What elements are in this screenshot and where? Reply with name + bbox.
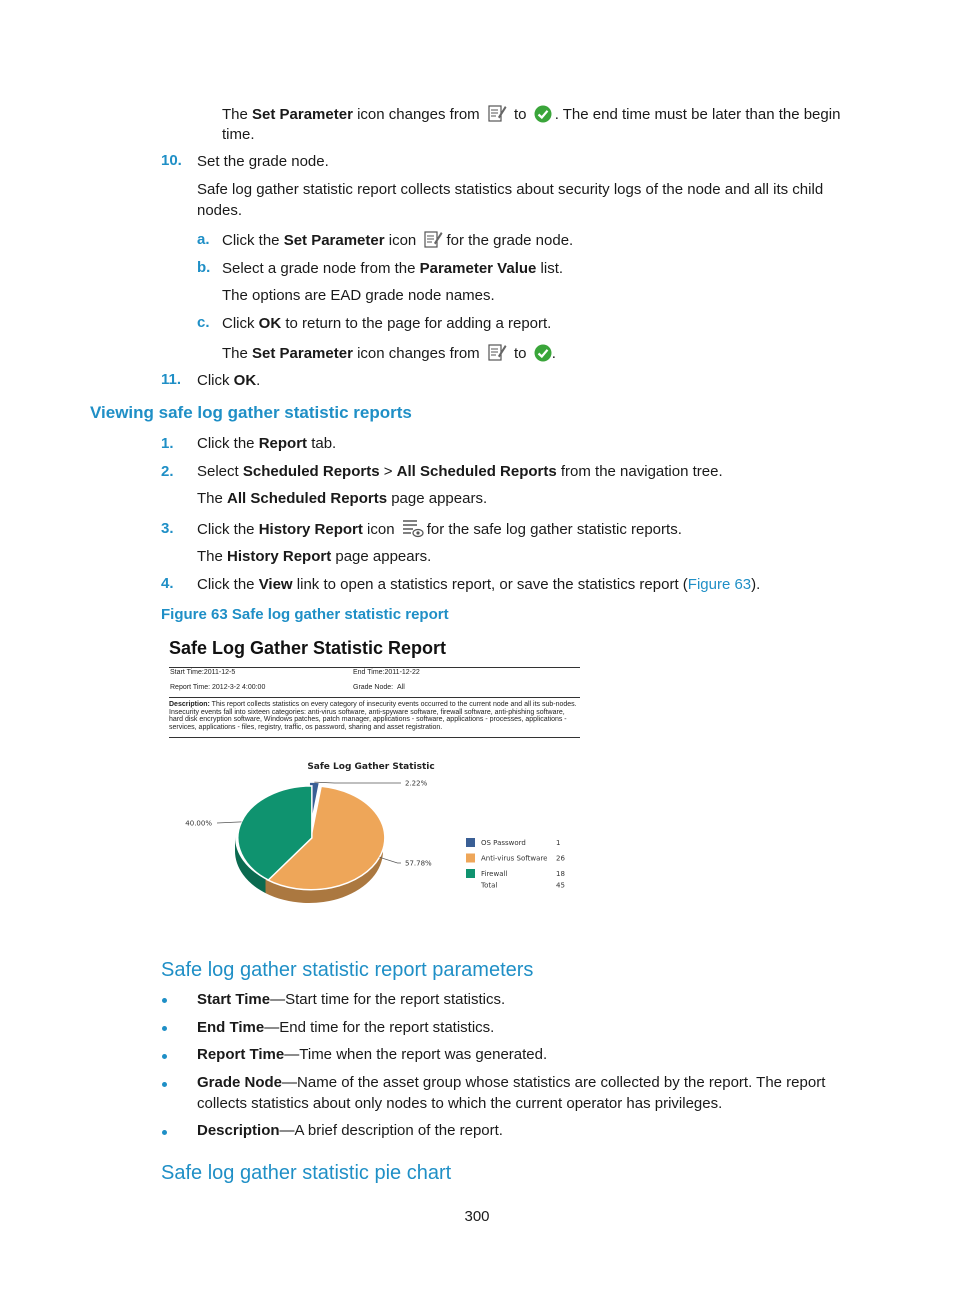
report-time: Report Time: 2012-3-2 4:00:00 — [170, 684, 266, 691]
bullet — [162, 1026, 167, 1031]
section-heading: Viewing safe log gather statistic reports — [90, 403, 412, 422]
substep-b: Select a grade node from the Parameter Value list. — [222, 260, 564, 277]
step-number: 3. — [161, 520, 174, 537]
legend-label: Anti-virus Software — [481, 854, 548, 863]
step-note: The History Report page appears. — [197, 548, 432, 565]
step-number: 10. — [161, 152, 182, 169]
end-time: End Time:2011-12-22 — [353, 669, 420, 676]
legend-label: Firewall — [481, 870, 508, 878]
slice-percent-label: 57.78% — [405, 859, 432, 868]
param-item-cont: collects statistics about only nodes to which the current operator has privileges. — [197, 1095, 723, 1112]
check-icon — [534, 344, 552, 368]
bullet — [162, 1054, 167, 1059]
param-item: Description—A brief description of the report. — [197, 1122, 503, 1139]
leader-line — [314, 782, 401, 783]
step-description: Safe log gather statistic report collects statistics about security logs of the node and all its child — [197, 181, 824, 198]
chart-title: Safe Log Gather Statistic — [307, 762, 435, 772]
leader-line — [379, 857, 401, 863]
divider — [169, 667, 580, 668]
step-text: Click OK. — [197, 372, 261, 389]
step-text: Select Scheduled Reports > All Scheduled Reports from the navigation tree. — [197, 463, 723, 480]
slice-percent-label: 2.22% — [405, 779, 428, 788]
step-text: Click the History Report icon for the safe log gather statistic reports. — [197, 518, 682, 544]
set-parameter-icon — [423, 229, 443, 255]
figure-caption: Figure 63 Safe log gather statistic report — [161, 606, 449, 623]
divider — [169, 737, 580, 738]
step-text: Set the grade node. — [197, 153, 329, 170]
legend-swatch — [466, 869, 475, 878]
step-number: 4. — [161, 575, 174, 592]
start-time: Start Time:2011-12-5 — [170, 669, 236, 676]
param-item: Grade Node—Name of the asset group whose statistics are collected by the report. The report — [197, 1074, 826, 1091]
divider — [169, 697, 580, 698]
param-item: Start Time—Start time for the report statistics. — [197, 991, 506, 1008]
report-description: Description: This report collects statistics on every category of insecurity events occurred to the current node and all its sub-nodes. Insecurity events fall into sixteen categories: anti-virus software, anti-spyware software, firewall software, anti-phishing software, hard disk encryption software, Windows patches, patch manager, applications - software, applications - processes, applications - services, applications - files, registry, traffic, os password, sharing and asset registration. — [169, 701, 577, 731]
legend-swatch — [466, 838, 475, 847]
step-text: Click the Report tab. — [197, 435, 337, 452]
set-parameter-icon — [487, 342, 507, 368]
substep-letter: c. — [197, 314, 210, 331]
bullet — [162, 1130, 167, 1135]
params-heading: Safe log gather statistic report parameters — [161, 959, 534, 981]
step-text: Click the View link to open a statistics report, or save the statistics report (Figure 63). — [197, 576, 761, 593]
legend-value: 18 — [556, 870, 565, 878]
leader-line — [217, 822, 241, 823]
param-item: Report Time—Time when the report was generated. — [197, 1046, 548, 1063]
legend-value: 26 — [556, 854, 565, 863]
step-number: 1. — [161, 435, 174, 452]
pie-heading: Safe log gather statistic pie chart — [161, 1162, 452, 1184]
history-report-icon — [402, 518, 424, 544]
step-description-cont: nodes. — [197, 202, 243, 219]
param-item: End Time—End time for the report statistics. — [197, 1019, 495, 1036]
set-parameter-icon — [487, 103, 507, 129]
substep-a: Click the Set Parameter icon for the grade node. — [222, 229, 573, 255]
page-number: 300 — [464, 1208, 490, 1225]
check-icon — [534, 105, 552, 129]
set-parameter-note: The Set Parameter icon changes from to . The end time must be later than the begin — [222, 103, 840, 129]
substep-c: Click OK to return to the page for adding a report. — [222, 315, 552, 332]
legend-total-label: Total — [481, 881, 498, 890]
step-number: 2. — [161, 463, 174, 480]
substep-c-note: The Set Parameter icon changes from to . — [222, 342, 556, 368]
slice-percent-label: 40.00% — [185, 819, 212, 828]
legend-total-value: 45 — [556, 881, 565, 890]
report-header — [169, 638, 580, 738]
legend-swatch — [466, 854, 475, 863]
step-number: 11. — [161, 371, 182, 388]
legend-label: OS Password — [481, 839, 526, 847]
bullet — [162, 1082, 167, 1087]
figure-link[interactable]: Figure 63 — [687, 576, 752, 593]
substep-letter: a. — [197, 231, 210, 248]
step-note: The All Scheduled Reports page appears. — [197, 490, 488, 507]
report-title: Safe Log Gather Statistic Report — [169, 638, 447, 658]
legend-value: 1 — [556, 839, 561, 847]
bullet — [162, 998, 167, 1003]
substep-letter: b. — [197, 259, 211, 276]
pie-chart — [169, 755, 589, 915]
grade-node: Grade Node: All — [353, 684, 405, 691]
substep-b-note: The options are EAD grade node names. — [222, 287, 495, 304]
set-parameter-note-cont: time. — [222, 126, 255, 143]
